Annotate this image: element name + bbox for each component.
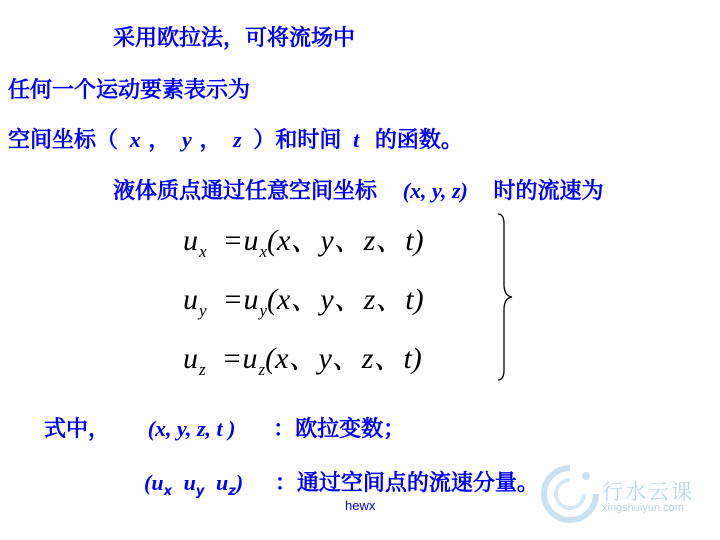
velocity-desc: ：通过空间点的流速分量。	[274, 471, 539, 496]
intro-line-2	[8, 80, 250, 102]
eq1-lhs: u	[183, 224, 198, 257]
line3-suffix: 的函数。	[374, 128, 463, 153]
intro-line-2-text: 任何一个运动要素表示为	[8, 78, 251, 103]
coord-x: x	[129, 127, 141, 152]
line4-prefix: 液体质点通过任意空间坐标	[113, 179, 378, 204]
coord-z: z	[233, 127, 242, 152]
eq3-rhs: u	[242, 342, 258, 375]
watermark-logo-icon	[540, 462, 600, 532]
line3-prefix: 空间坐标（	[8, 128, 119, 153]
vel-close: )	[235, 470, 244, 495]
vel-s2: y	[195, 484, 205, 499]
explanation-line-2	[144, 470, 539, 499]
vel-u1: u	[151, 470, 164, 495]
coord-y: y	[182, 127, 192, 152]
eq2-lhs-sub: y	[199, 301, 207, 320]
equation-ux	[183, 224, 424, 261]
right-brace	[494, 212, 520, 382]
eq3-lhs-sub: z	[199, 360, 206, 379]
eq3-equals: =	[223, 342, 241, 375]
intro-line-1	[113, 28, 355, 50]
eq1-lhs-sub: x	[199, 242, 207, 261]
watermark	[540, 462, 710, 532]
euler-variables-desc: ：欧拉变数；	[273, 417, 406, 442]
eq1-rhs-sub: x	[259, 242, 268, 261]
eq3-lhs: u	[183, 342, 198, 375]
eq2-args: (x、y、z、t)	[267, 283, 424, 316]
equation-uz	[183, 342, 422, 379]
line4-suffix: 时的流速为	[493, 179, 604, 204]
eq1-rhs: u	[243, 224, 259, 257]
eq3-args: (x、y、z、t)	[265, 342, 422, 375]
explanation-prefix: 式中，	[44, 417, 111, 442]
sep-2: ，	[199, 128, 222, 153]
eq3-rhs-sub: z	[258, 360, 266, 379]
vel-s1: x	[163, 484, 172, 499]
equation-uy	[183, 283, 424, 320]
explanation-line-1	[44, 418, 405, 441]
intro-line-4	[113, 180, 604, 203]
watermark-url: xingshuiyun.com	[602, 502, 684, 514]
time-t: t	[353, 127, 360, 152]
vel-open: (	[144, 470, 152, 495]
euler-variables: (x, y, z, t )	[147, 416, 236, 441]
line4-coords: (x, y, z)	[402, 178, 468, 203]
eq2-lhs: u	[183, 283, 198, 316]
watermark-title: 行水云课	[602, 480, 694, 504]
line3-mid: ）和时间	[253, 128, 342, 153]
eq2-rhs-sub: y	[259, 301, 268, 320]
vel-s3: z	[228, 484, 236, 499]
sep-1: ，	[148, 128, 171, 153]
eq1-args: (x、y、z、t)	[267, 224, 424, 257]
eq1-equals: =	[224, 224, 242, 257]
footer-author: hewx	[345, 498, 376, 513]
eq2-equals: =	[224, 283, 242, 316]
intro-line-3	[8, 129, 463, 152]
vel-u3: u	[216, 470, 229, 495]
eq2-rhs: u	[243, 283, 259, 316]
vel-u2: u	[183, 470, 196, 495]
intro-line-1-text: 采用欧拉法，可将流场中	[113, 26, 356, 51]
